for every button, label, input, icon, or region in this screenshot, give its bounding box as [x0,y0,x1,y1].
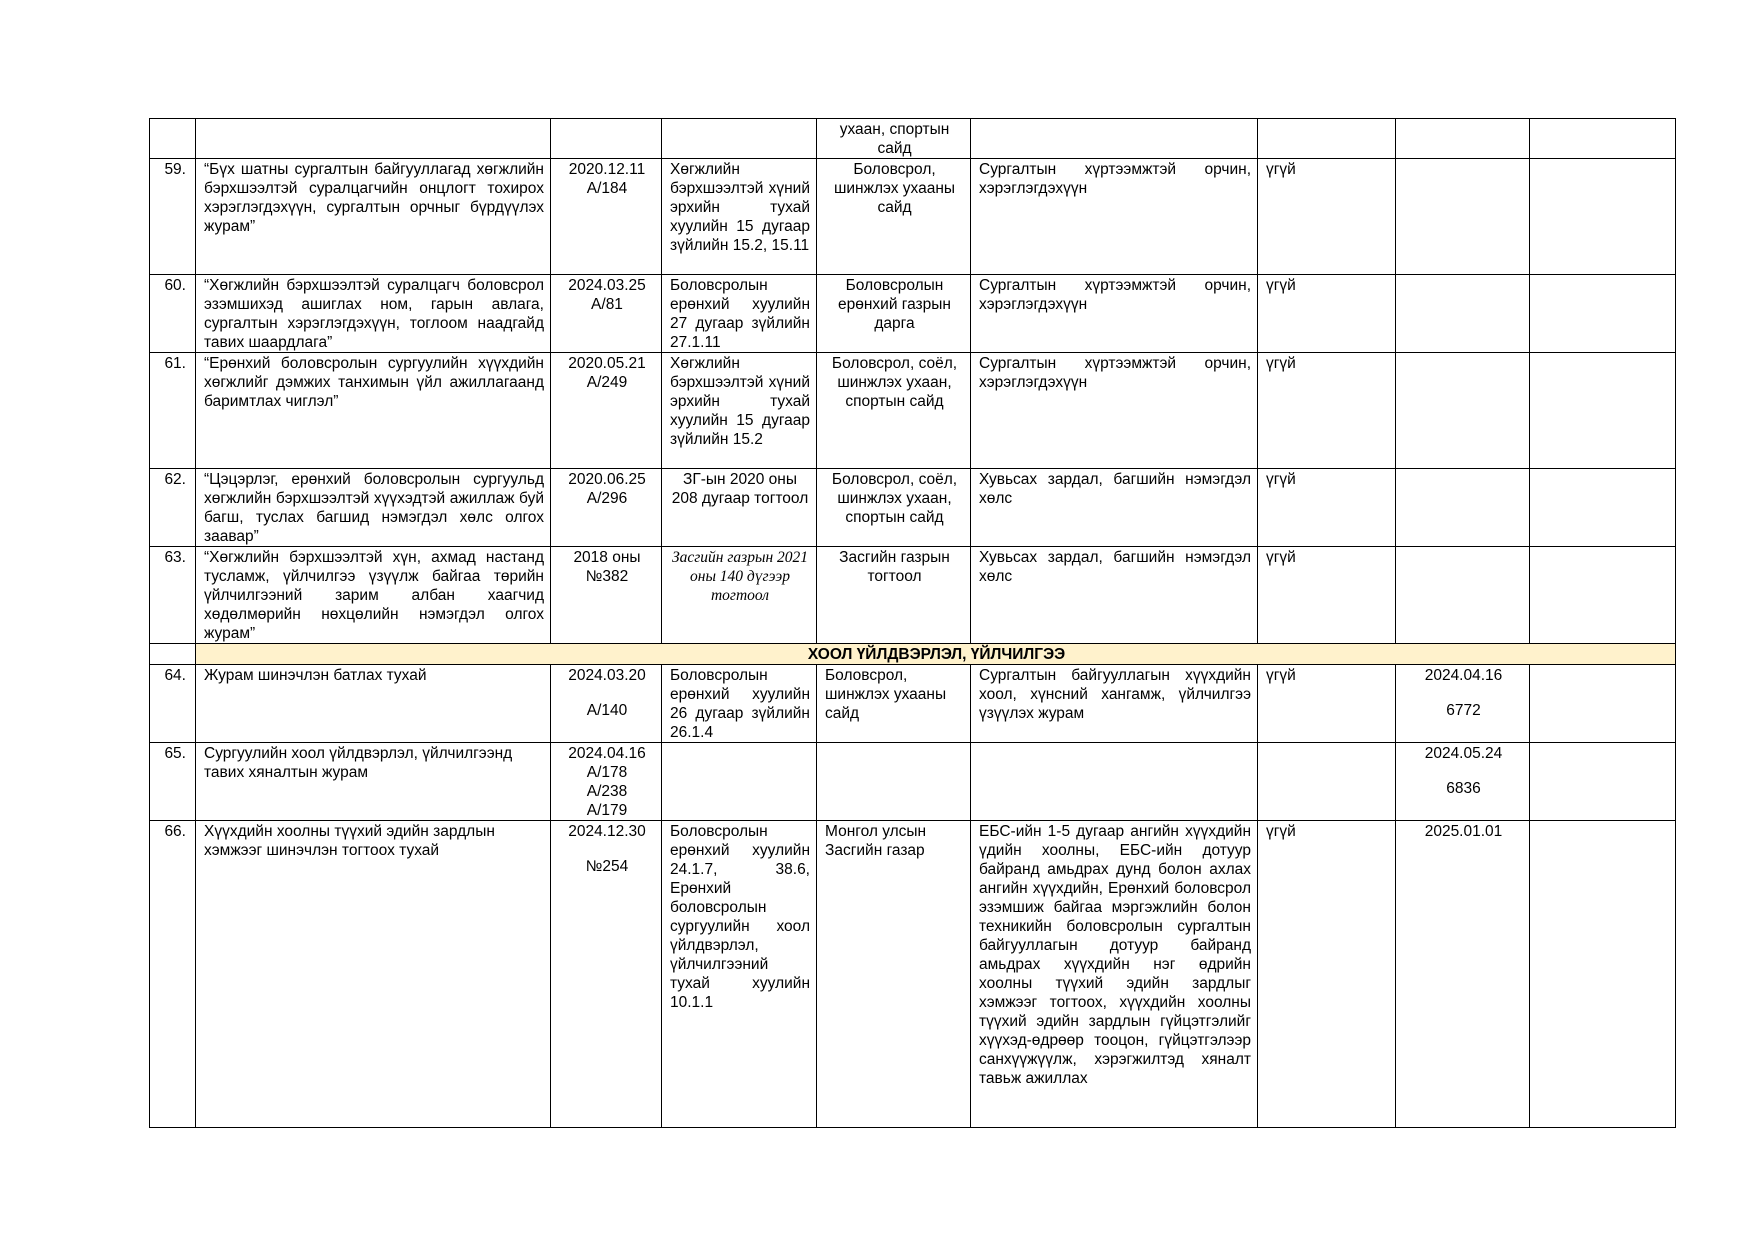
date-value: 2020.05.21 [568,355,646,372]
section-spacer [150,644,196,665]
row-reg-date [1396,275,1530,353]
date-value: 2024.03.25 [568,277,646,294]
row-purpose [971,743,1258,821]
row-issuer: Боловсролын ерөнхий газрын дарга [817,275,971,353]
row-title: “Ерөнхий боловсролын сургуулийн хүүхдийн хөгжлийг дэмжих танхимын үйл ажиллагаанд баримтлах чиглэл” [196,353,551,469]
table-row [150,547,1676,644]
code-value: А/184 [586,180,628,197]
row-basis [662,743,817,821]
date-value: 2020.12.11 [568,161,646,178]
section-title: ХООЛ ҮЙЛДВЭРЛЭЛ, ҮЙЛЧИЛГЭЭ [196,644,1676,665]
row-date [551,743,662,821]
code-value: А/140 [586,702,628,719]
regulations-table [149,118,1676,1128]
code-value: А/296 [586,490,628,507]
table-row [150,743,1676,821]
row-purpose: Сургалтын хүртээмжтэй орчин, хэрэглэгдэхүүн [971,275,1258,353]
date-value: 2024.03.20 [568,667,646,684]
row-purpose: Сургалтын хүртээмжтэй орчин, хэрэглэгдэхүүн [971,159,1258,275]
section-header-row [150,644,1676,665]
code-value: А/81 [591,296,623,313]
row-reg-date [1396,547,1530,644]
code-value: №254 [585,858,629,875]
row-number: 61. [150,353,196,469]
row-extra [1530,743,1676,821]
row-extra [1530,119,1676,159]
row-reg-date [1396,119,1530,159]
row-title [196,119,551,159]
reg-date-value: 2024.04.16 [1424,667,1503,684]
row-status: үгүй [1258,275,1396,353]
row-title: “Бүх шатны сургалтын байгууллагад хөгжлийн бэрхшээлтэй суралцагчийн онцлогт тохирох хэрэглэгдэхүүн, сургалтын орчныг бүрдүүлэх журам” [196,159,551,275]
row-date [551,665,662,743]
row-reg-date [1396,469,1530,547]
code-value: А/238 [586,783,628,800]
date-value: 2024.04.16 [568,745,646,762]
row-purpose: ЕБС-ийн 1-5 дугаар ангийн хүүхдийн үдийн хоолны, ЕБС-ийн дотуур байранд амьдрах дунд болон ахлах ангийн хүүхдийн, Ерөнхий боловсрол эзэмшиж байгаа мэргэжлийн болон техникийн боловсролын сургалтын байгууллагын дотуур байранд амьдрах хүүхдийн нэг өдрийн хоолны түүхий эдийн зардлыг хэмжээг тогтоох, хүүхдийн хоолны түүхий эдийн зардлын гүйцэтгэлийг хүүхэд-өдрөөр тооцон, гүйцэтгэлээр санхүүжүүлж, хэрэгжилтэд хяналт тавьж ажиллах [971,821,1258,1128]
table-row [150,159,1676,275]
row-extra [1530,665,1676,743]
row-reg-date [1396,665,1530,743]
row-extra [1530,159,1676,275]
row-title: Журам шинэчлэн батлах тухай [196,665,551,743]
row-extra [1530,821,1676,1128]
row-basis: Боловсролын ерөнхий хуулийн 26 дугаар зүйлийн 26.1.4 [662,665,817,743]
row-status: үгүй [1258,469,1396,547]
row-number: 63. [150,547,196,644]
row-status: үгүй [1258,547,1396,644]
row-title: “Хөгжлийн бэрхшээлтэй хүн, ахмад настанд тусламж, үйлчилгээ үзүүлж байгаа төрийн үйлчилгээний зарим албан хаагчид хөдөлмөрийн нөхцөлийн нэмэгдэл олгох журам” [196,547,551,644]
row-status: үгүй [1258,665,1396,743]
row-title: “Хөгжлийн бэрхшээлтэй суралцагч боловсрол эзэмшихэд ашиглах ном, гарын авлага, сургалтын хэрэглэгдэхүүн, тоглоом наадгайд тавих шаардлага” [196,275,551,353]
row-extra [1530,353,1676,469]
table-row [150,665,1676,743]
row-issuer: Засгийн газрын тогтоол [817,547,971,644]
row-number: 62. [150,469,196,547]
row-status: үгүй [1258,353,1396,469]
row-issuer: Боловсрол, шинжлэх ухааны сайд [817,159,971,275]
row-number [150,119,196,159]
row-issuer: ухаан, спортын сайд [817,119,971,159]
row-issuer: Боловсрол, соёл, шинжлэх ухаан, спортын сайд [817,469,971,547]
row-basis [662,119,817,159]
code-value: А/179 [586,802,628,819]
row-status [1258,119,1396,159]
row-reg-date [1396,743,1530,821]
row-reg-date [1396,159,1530,275]
row-number: 59. [150,159,196,275]
date-value: 2020.06.25 [568,471,646,488]
row-number: 64. [150,665,196,743]
row-basis: Засгийн газрын 2021 оны 140 дүгээр тогтоол [662,547,817,644]
row-date [551,469,662,547]
code-value: А/178 [586,764,628,781]
reg-num-value: 6836 [1446,780,1481,797]
row-date [551,159,662,275]
row-date [551,353,662,469]
row-extra [1530,275,1676,353]
row-number: 65. [150,743,196,821]
row-issuer: Боловсрол, соёл, шинжлэх ухаан, спортын сайд [817,353,971,469]
row-number: 66. [150,821,196,1128]
row-date [551,119,662,159]
row-basis: Хөгжлийн бэрхшээлтэй хүний эрхийн тухай хуулийн 15 дугаар зүйлийн 15.2 [662,353,817,469]
row-title: Сургуулийн хоол үйлдвэрлэл, үйлчилгээнд тавих хяналтын журам [196,743,551,821]
row-basis: ЗГ-ын 2020 оны 208 дугаар тогтоол [662,469,817,547]
reg-num-value: 6772 [1446,702,1481,719]
table-row [150,275,1676,353]
row-date [551,547,662,644]
row-basis: Боловсролын ерөнхий хуулийн 24.1.7, 38.6, Ерөнхий боловсролын сургуулийн хоол үйлдвэрлэл, үйлчилгээний тухай хуулийн 10.1.1 [662,821,817,1128]
code-value: А/249 [586,374,628,391]
row-purpose: Хувьсах зардал, багшийн нэмэгдэл хөлс [971,547,1258,644]
row-status: үгүй [1258,821,1396,1128]
table-row [150,119,1676,159]
row-issuer [817,743,971,821]
row-title: Хүүхдийн хоолны түүхий эдийн зардлын хэмжээг шинэчлэн тогтоох тухай [196,821,551,1128]
row-purpose: Хувьсах зардал, багшийн нэмэгдэл хөлс [971,469,1258,547]
row-reg-date: 2025.01.01 [1396,821,1530,1128]
table-row [150,469,1676,547]
row-basis: Боловсролын ерөнхий хуулийн 27 дугаар зүйлийн 27.1.11 [662,275,817,353]
row-issuer: Боловсрол, шинжлэх ухааны сайд [817,665,971,743]
row-date [551,275,662,353]
row-reg-date [1396,353,1530,469]
table-row [150,821,1676,1128]
row-title: “Цэцэрлэг, ерөнхий боловсролын сургуульд хөгжлийн бэрхшээлтэй хүүхэдтэй ажиллаж буй багш, туслах багшид нэмэгдэл хөлс олгох заавар” [196,469,551,547]
row-purpose: Сургалтын хүртээмжтэй орчин, хэрэглэгдэхүүн [971,353,1258,469]
row-date [551,821,662,1128]
row-extra [1530,547,1676,644]
row-status [1258,743,1396,821]
table-row [150,353,1676,469]
row-number: 60. [150,275,196,353]
row-status: үгүй [1258,159,1396,275]
row-issuer: Монгол улсын Засгийн газар [817,821,971,1128]
row-purpose [971,119,1258,159]
row-basis: Хөгжлийн бэрхшээлтэй хүний эрхийн тухай хуулийн 15 дугаар зүйлийн 15.2, 15.11 [662,159,817,275]
date-value: 2018 оны [573,549,641,566]
row-purpose: Сургалтын байгууллагын хүүхдийн хоол, хүнсний хангамж, үйлчилгээ үзүүлэх журам [971,665,1258,743]
reg-date-value: 2024.05.24 [1424,745,1503,762]
code-value: №382 [585,568,629,585]
row-extra [1530,469,1676,547]
date-value: 2024.12.30 [568,823,646,840]
